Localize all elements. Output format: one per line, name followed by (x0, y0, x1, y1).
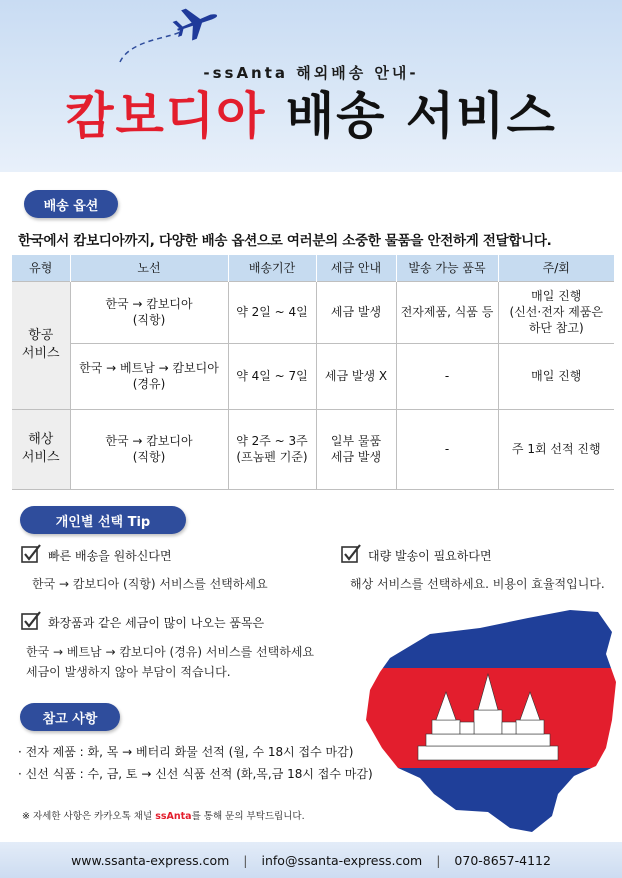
cell-items: 전자제품, 식품 등 (396, 281, 498, 343)
footer-website-link[interactable]: www.ssanta-express.com (71, 852, 230, 868)
section-label-shipping-options: 배송 옵션 (24, 190, 118, 218)
tip-bulk-heading: 대량 발송이 필요하다면 (368, 549, 492, 563)
table-row (12, 409, 614, 489)
page-title (0, 86, 622, 146)
section-label-tips: 개인별 선택 Tip (20, 506, 186, 534)
tip-taxfree-line2: 세금이 발생하지 않아 부담이 적습니다. (26, 665, 231, 679)
cell-period: 약 2일 ~ 4일 (228, 281, 316, 343)
checkbox-icon (340, 543, 362, 565)
col-header-items: 발송 가능 품목 (396, 255, 498, 281)
cell-route: 한국 → 캄보디아 (직항) (70, 281, 228, 343)
shipping-table (12, 255, 614, 490)
footer-phone: 070-8657-4112 (454, 852, 551, 868)
tip-taxfree-line1: 한국 → 베트남 → 캄보디아 (경유) 서비스를 선택하세요 (26, 645, 315, 659)
kakao-footnote (22, 808, 305, 822)
cell-route: 한국 → 캄보디아 (직항) (70, 409, 228, 489)
col-header-type: 유형 (12, 255, 70, 281)
cell-frequency: 매일 진행 (신선·전자 제품은 하단 참고) (498, 281, 614, 343)
col-header-route: 노선 (70, 255, 228, 281)
page-subtitle: -ssAnta 해외배송 안내- (203, 64, 419, 82)
cell-tax: 일부 물품 세금 발생 (316, 409, 396, 489)
tip-bulk-body: 해상 서비스를 선택하세요. 비용이 효율적입니다. (350, 577, 605, 591)
type-air: 항공 서비스 (12, 281, 70, 409)
checkbox-icon (20, 543, 42, 565)
cell-items: - (396, 343, 498, 409)
tip-taxfree-heading: 화장품과 같은 세금이 많이 나오는 품목은 (48, 616, 265, 630)
cell-period: 약 2주 ~ 3주 (프놈펜 기준) (228, 409, 316, 489)
cell-tax: 세금 발생 X (316, 343, 396, 409)
tip-fast-heading: 빠른 배송을 원하신다면 (48, 549, 172, 563)
footnote-suffix: 를 통해 문의 부탁드립니다. (191, 811, 305, 822)
title-service: 배송 서비스 (285, 87, 557, 145)
col-header-frequency: 주/회 (498, 255, 614, 281)
section-label-notes: 참고 사항 (20, 703, 120, 731)
footer-contact-bar (0, 842, 622, 878)
intro-text: 한국에서 캄보디아까지, 다양한 배송 옵션으로 여러분의 소중한 물품을 안전하게 전달합니다. (18, 233, 552, 249)
footnote-brand: ssAnta (155, 811, 192, 822)
col-header-tax: 세금 안내 (316, 255, 396, 281)
cell-frequency: 매일 진행 (498, 343, 614, 409)
table-row (12, 281, 614, 343)
cell-frequency: 주 1회 선적 진행 (498, 409, 614, 489)
cell-tax: 세금 발생 (316, 281, 396, 343)
type-sea: 해상 서비스 (12, 409, 70, 489)
tip-taxfree-body (26, 642, 314, 682)
cell-route: 한국 → 베트남 → 캄보디아 (경유) (70, 343, 228, 409)
table-row (12, 343, 614, 409)
footnote-prefix: ※ 자세한 사항은 카카오톡 채널 (22, 811, 156, 822)
title-country: 캄보디아 (65, 87, 267, 145)
tip-fast-body: 한국 → 캄보디아 (직항) 서비스를 선택하세요 (32, 577, 268, 591)
cell-period: 약 4일 ~ 7일 (228, 343, 316, 409)
col-header-period: 배송기간 (228, 255, 316, 281)
cell-items: - (396, 409, 498, 489)
checkbox-icon (20, 610, 42, 632)
footer-separator: | (436, 852, 441, 868)
note-fresh-food: · 신선 식품 : 수, 금, 토 → 신선 식품 선적 (화,목,금 18시 접수 마감) (18, 767, 373, 781)
notes-list (18, 741, 373, 785)
cambodia-flag-map-icon (360, 598, 620, 838)
header-banner (0, 0, 622, 172)
footer-separator: | (243, 852, 248, 868)
footer-email-link[interactable]: info@ssanta-express.com (261, 852, 423, 868)
note-electronics: · 전자 제품 : 화, 목 → 베터리 화물 선적 (월, 수 18시 접수 마감) (18, 745, 354, 759)
airplane-icon (172, 2, 220, 42)
table-header-row (12, 255, 614, 281)
